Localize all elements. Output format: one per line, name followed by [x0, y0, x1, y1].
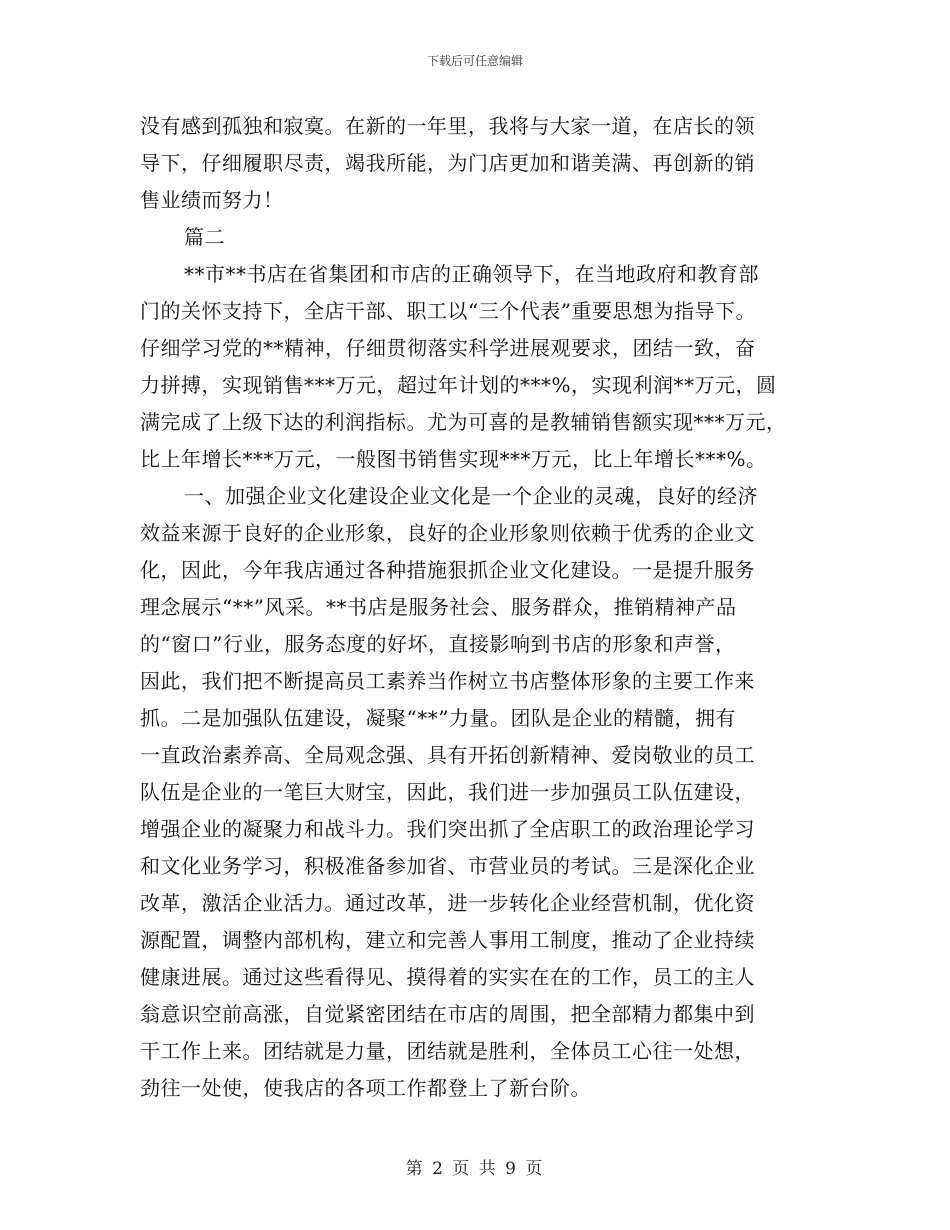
- text-line: 增强企业的凝聚力和战斗力。我们突出抓了全店职工的政治理论学习: [140, 817, 755, 841]
- page-header: 下载后可任意编辑: [426, 54, 523, 68]
- text-line: 一直政治素养高、全局观念强、具有开拓创新精神、爱岗敬业的员工: [140, 743, 755, 767]
- text-line: 效益来源于良好的企业形象，良好的企业形象则依赖于优秀的企业文: [140, 521, 755, 545]
- text-line: 仔细学习党的**精神，仔细贯彻落实科学进展观要求，团结一致，奋: [140, 336, 756, 360]
- document-body: [140, 108, 820, 1107]
- text-line: 化，因此，今年我店通过各种措施狠抓企业文化建设。一是提升服务: [140, 558, 755, 582]
- text-line: 因此，我们把不断提高员工素养当作树立书店整体形象的主要工作来: [140, 669, 755, 693]
- text-line: 力拼搏，实现销售***万元，超过年计划的***%，实现利润**万元，圆: [140, 373, 777, 397]
- text-line: 翁意识空前高涨，自觉紧密团结在市店的周围，把全部精力都集中到: [140, 1002, 755, 1026]
- text-line: 干工作上来。团结就是力量，团结就是胜利，全体员工心往一处想，: [140, 1039, 755, 1063]
- text-line: 一、加强企业文化建设企业文化是一个企业的灵魂，良好的经济: [184, 484, 758, 508]
- text-line: **市**书店在省集团和市店的正确领导下，在当地政府和教育部: [184, 262, 759, 286]
- text-line: 的“窗口”行业，服务态度的好坏，直接影响到书店的形象和声誉，: [140, 632, 736, 656]
- text-line: 和文化业务学习，积极准备参加省、市营业员的考试。三是深化企业: [140, 854, 755, 878]
- text-line: 满完成了上级下达的利润指标。尤为可喜的是教辅销售额实现***万元，: [140, 410, 787, 434]
- text-line: 健康进展。通过这些看得见、摸得着的实实在在的工作，员工的主人: [140, 965, 755, 989]
- page-number-footer: 第 2 页 共 9 页: [405, 1159, 545, 1179]
- text-line: 没有感到孤独和寂寞。在新的一年里，我将与大家一道，在店长的领: [140, 114, 755, 138]
- text-line: 改革，激活企业活力。通过改革，进一步转化企业经营机制，优化资: [140, 891, 755, 915]
- text-line: 篇二: [184, 225, 225, 249]
- text-line: 源配置，调整内部机构，建立和完善人事用工制度，推动了企业持续: [140, 928, 755, 952]
- text-line: 队伍是企业的一笔巨大财宝，因此，我们进一步加强员工队伍建设，: [140, 780, 755, 804]
- text-line: 抓。二是加强队伍建设，凝聚“**”力量。团队是企业的精髓，拥有: [140, 706, 736, 730]
- text-line: 售业绩而努力！: [140, 188, 284, 212]
- text-line: 理念展示“**”风采。**书店是服务社会、服务群众，推销精神产品: [140, 595, 737, 619]
- text-line: 导下，仔细履职尽责，竭我所能，为门店更加和谐美满、再创新的销: [140, 151, 755, 175]
- text-line: 劲往一处使，使我店的各项工作都登上了新台阶。: [140, 1076, 591, 1100]
- text-line: 比上年增长***万元，一般图书销售实现***万元，比上年增长***%。: [140, 447, 767, 471]
- text-line: 门的关怀支持下，全店干部、职工以“三个代表”重要思想为指导下。: [140, 299, 756, 323]
